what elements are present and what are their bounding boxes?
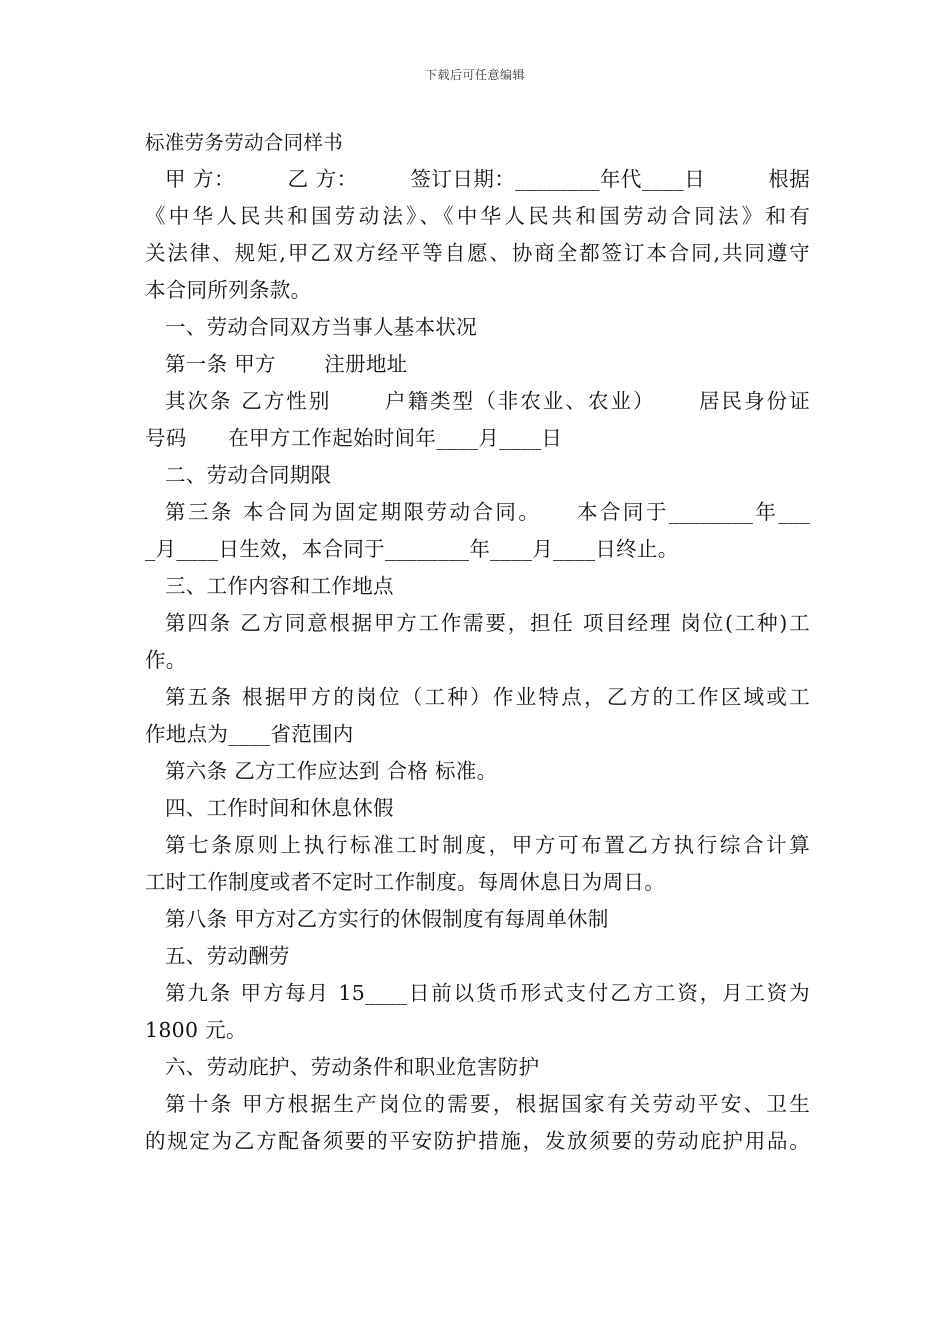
clause-line: 的规定为乙方配备须要的平安防护措施，发放须要的劳动庇护用品。 [145,1129,810,1153]
document-title: 标准劳务劳动合同样书 [145,131,344,154]
paragraph-line: 甲 方： 乙 方： 签订日期：________年代____日 根据 [165,167,810,191]
section-heading: 一、劳动合同双方当事人基本状况 [165,315,477,339]
contract-document [145,124,810,1160]
section-heading: 二、劳动合同期限 [165,463,332,487]
clause-line: 第九条 甲方每月 15____日前以货币形式支付乙方工资，月工资为 [165,981,810,1005]
clause-line: 第五条 根据甲方的岗位（工种）作业特点，乙方的工作区域或工 [165,685,810,709]
paragraph-line: 本合同所列条款。 [145,278,312,302]
clause-line: 号码 在甲方工作起始时间年____月____日 [145,426,563,450]
clause-line: 第四条 乙方同意根据甲方工作需要，担任 项目经理 岗位(工种)工 [165,611,810,635]
paragraph-line: 《中华人民共和国劳动法》、《中华人民共和国劳动合同法》和有 [145,204,810,228]
clause-line: 1800 元。 [145,1018,247,1042]
clause-line: 工时工作制度或者不定时工作制度。每周休息日为周日。 [145,870,665,894]
clause-line: 第十条 甲方根据生产岗位的需要，根据国家有关劳动平安、卫生 [165,1092,810,1116]
clause-line: 作。 [145,648,187,672]
clause-line: 第六条 乙方工作应达到 合格 标准。 [165,759,498,783]
clause-line: _月____日生效，本合同于________年____月____日终止。 [145,537,679,561]
section-heading: 六、劳动庇护、劳动条件和职业危害防护 [165,1055,540,1079]
section-heading: 三、工作内容和工作地点 [165,574,394,598]
paragraph-line: 关法律、规矩,甲乙双方经平等自愿、协商全都签订本合同,共同遵守 [145,241,810,265]
section-heading: 五、劳动酬劳 [165,944,290,968]
clause-line: 第七条原则上执行标准工时制度，甲方可布置乙方执行综合计算 [165,833,810,857]
page-header-note: 下载后可任意编辑 [424,68,525,82]
clause-line: 其次条 乙方性别 户籍类型（非农业、农业） 居民身份证 [165,389,810,413]
clause-line: 第一条 甲方 注册地址 [165,352,408,376]
clause-line: 第三条 本合同为固定期限劳动合同。 本合同于________年___ [165,500,810,524]
clause-line: 第八条 甲方对乙方实行的休假制度有每周单休制 [165,907,609,931]
section-heading: 四、工作时间和休息休假 [165,796,394,820]
clause-line: 作地点为____省范围内 [145,722,354,746]
